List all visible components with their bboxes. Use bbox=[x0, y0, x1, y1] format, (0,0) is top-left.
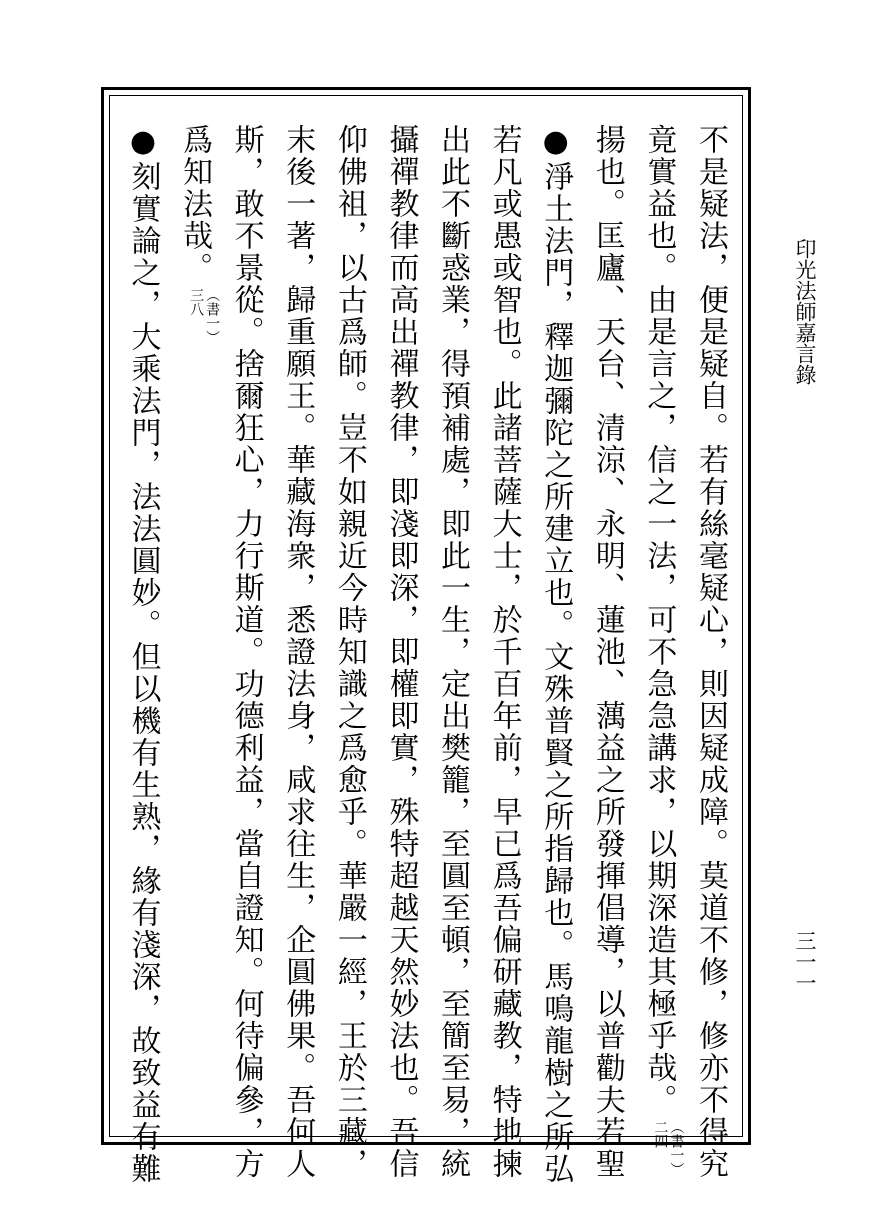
column-text: 仰佛祖，以古爲師。豈不如親近今時知識之爲愈乎。華嚴一經，王於三藏， bbox=[331, 124, 367, 1180]
text-column bbox=[375, 124, 427, 1180]
column-text: 不是疑法，便是疑自。若有絲毫疑心，則因疑成障。莫道不修，修亦不得究 bbox=[693, 124, 728, 1180]
column-text: 斯，敢不景從。捨爾狂心，力行斯道。功德利益，當自證知。何待偏參，方 bbox=[228, 124, 264, 1180]
source-note: （書一）三八 bbox=[188, 288, 221, 344]
column-text: 刻實論之，大乘法門，法法圓妙。但以機有生熟，緣有淺深，故致益有難 bbox=[125, 161, 161, 1185]
bullet-icon: ● bbox=[538, 124, 574, 161]
column-text: 攝禪教律而高出禪教律，即淺即深，即權即實，殊特超越天然妙法也。吾信 bbox=[383, 124, 419, 1180]
column-text: 出此不斷惑業，得預補處，即此一生，定出樊籠，至圓至頓，至簡至易，統 bbox=[435, 124, 471, 1180]
bullet-icon: ● bbox=[125, 124, 161, 161]
column-text: 揚也。匡廬、天台、清涼、永明、蓮池、蕅益之所發揮倡導，以普勸夫若聖 bbox=[589, 124, 625, 1180]
text-column bbox=[117, 124, 169, 1185]
text-column bbox=[220, 124, 272, 1180]
text-column bbox=[426, 124, 478, 1180]
text-column bbox=[168, 124, 220, 1124]
text-column bbox=[478, 124, 530, 1180]
page-number: 三一一 bbox=[793, 930, 817, 993]
text-column bbox=[633, 124, 685, 1176]
column-text: 淨土法門，釋迦彌陀之所建立也。文殊普賢之所指歸也。馬鳴龍樹之所弘 bbox=[538, 161, 574, 1185]
text-column bbox=[581, 124, 633, 1180]
text-column bbox=[323, 124, 375, 1180]
book-title: 印光法師嘉言錄 bbox=[793, 238, 817, 385]
text-column bbox=[684, 124, 736, 1180]
text-column bbox=[272, 124, 324, 1180]
column-text: 若凡或愚或智也。此諸菩薩大士，於千百年前，早已爲吾偏研藏教，特地揀 bbox=[486, 124, 522, 1180]
column-text: 末後一著，歸重願王。華藏海衆，悉證法身，咸求往生，企圓佛果。吾何人 bbox=[280, 124, 316, 1180]
text-body bbox=[116, 124, 736, 1185]
source-note: （書一）二四 bbox=[652, 1120, 685, 1176]
text-column bbox=[530, 124, 582, 1185]
column-text: 竟實益也。由是言之，信之一法，可不急急講求，以期深造其極乎哉。 bbox=[641, 124, 677, 1116]
column-text: 爲知法哉。 bbox=[177, 124, 213, 284]
